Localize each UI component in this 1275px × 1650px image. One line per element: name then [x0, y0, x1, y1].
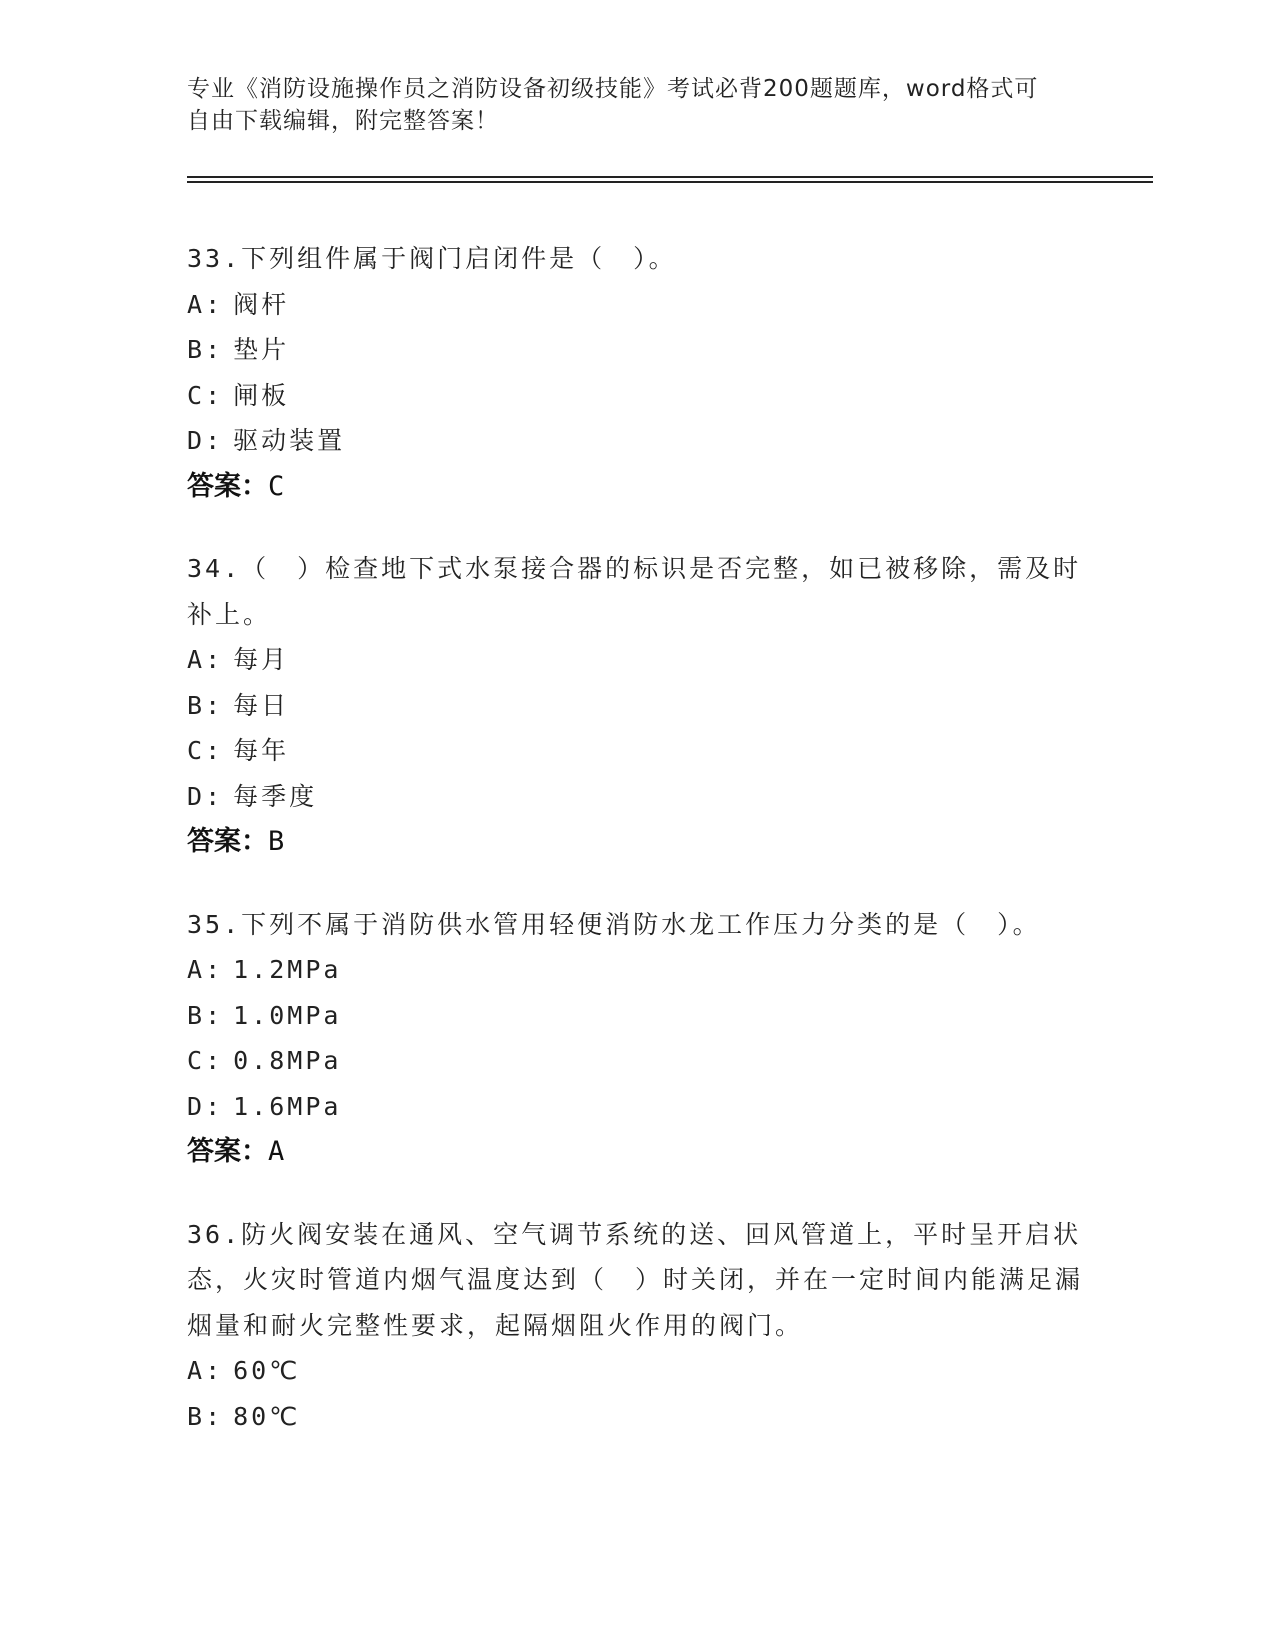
option-separator: : [205, 736, 224, 765]
header-line-2: 自由下载编辑，附完整答案！ [187, 108, 499, 134]
answer-label: 答案： [187, 1136, 268, 1167]
option-separator: : [205, 1000, 224, 1030]
option-text: 0.8MPa [233, 1046, 342, 1075]
option-text: 每月 [233, 645, 290, 674]
answer-line [187, 464, 1087, 510]
header-divider-top [187, 176, 1153, 178]
option-text: 1.2MPa [233, 955, 342, 984]
option-b [187, 993, 1087, 1039]
option-separator: : [205, 289, 224, 319]
option-letter: A [187, 1356, 206, 1385]
option-separator: : [205, 1401, 224, 1431]
option-text: 每日 [233, 690, 290, 720]
option-d [187, 774, 1087, 820]
option-letter: A [187, 955, 206, 984]
option-separator: : [205, 1356, 224, 1385]
option-a [187, 637, 1087, 683]
question-35 [187, 902, 1087, 1175]
option-letter: A [187, 645, 206, 674]
option-separator: : [205, 335, 224, 364]
option-a [187, 947, 1087, 993]
option-letter: A [187, 289, 206, 319]
question-36 [187, 1212, 1087, 1440]
option-letter: D [187, 781, 206, 811]
option-text: 1.6MPa [233, 1091, 342, 1121]
option-text: 垫片 [233, 335, 290, 364]
option-letter: B [187, 1000, 206, 1030]
option-a [187, 1348, 1087, 1394]
answer-value: B [268, 826, 285, 857]
option-letter: B [187, 1401, 206, 1431]
question-34 [187, 546, 1087, 865]
option-text: 驱动装置 [233, 426, 346, 455]
option-letter: B [187, 335, 206, 364]
option-b [187, 1394, 1087, 1440]
option-text: 每季度 [233, 781, 318, 811]
option-separator: : [205, 781, 224, 811]
option-separator: : [205, 426, 224, 455]
option-c [187, 1038, 1087, 1084]
option-separator: : [205, 645, 224, 674]
option-text: 每年 [233, 736, 290, 765]
option-c [187, 373, 1087, 419]
option-separator: : [205, 690, 224, 720]
option-letter: B [187, 690, 206, 720]
option-text: 1.0MPa [233, 1000, 342, 1030]
question-33 [187, 236, 1087, 509]
option-a [187, 282, 1087, 328]
option-letter: D [187, 426, 206, 455]
option-b [187, 683, 1087, 729]
answer-value: C [268, 470, 285, 502]
question-text: 35.下列不属于消防供水管用轻便消防水龙工作压力分类的是（ ）。 [187, 909, 1041, 939]
question-list [187, 236, 1087, 1476]
option-d [187, 1084, 1087, 1130]
option-separator: : [205, 955, 224, 984]
header-line-1: 专业《消防设施操作员之消防设备初级技能》考试必背200题题库，word格式可 [187, 76, 1039, 102]
answer-line [187, 819, 1087, 865]
answer-line [187, 1129, 1087, 1175]
option-d [187, 418, 1087, 464]
answer-value: A [268, 1136, 285, 1167]
option-separator: : [205, 1046, 224, 1075]
answer-label: 答案： [187, 826, 268, 857]
option-letter: C [187, 380, 206, 410]
option-separator: : [205, 380, 224, 410]
document-header [187, 73, 1087, 137]
question-text: 36.防火阀安装在通风、空气调节系统的送、回风管道上，平时呈开启状态，火灾时管道内烟气温度达到（ ）时关闭，并在一定时间内能满足漏烟量和耐火完整性要求，起隔烟阻火作用的阀门。 [187, 1219, 1084, 1340]
option-b [187, 327, 1087, 373]
option-letter: D [187, 1091, 206, 1121]
question-text: 33.下列组件属于阀门启闭件是（ ）。 [187, 244, 677, 273]
option-text: 闸板 [233, 380, 290, 410]
option-letter: C [187, 736, 206, 765]
option-c [187, 728, 1087, 774]
option-text: 80℃ [233, 1401, 301, 1431]
answer-label: 答案： [187, 470, 268, 502]
option-text: 60℃ [233, 1356, 301, 1385]
option-separator: : [205, 1091, 224, 1121]
option-letter: C [187, 1046, 206, 1075]
header-divider-bottom [187, 181, 1153, 183]
question-text: 34.（ ）检查地下式水泵接合器的标识是否完整，如已被移除，需及时补上。 [187, 554, 1082, 629]
option-text: 阀杆 [233, 289, 290, 319]
